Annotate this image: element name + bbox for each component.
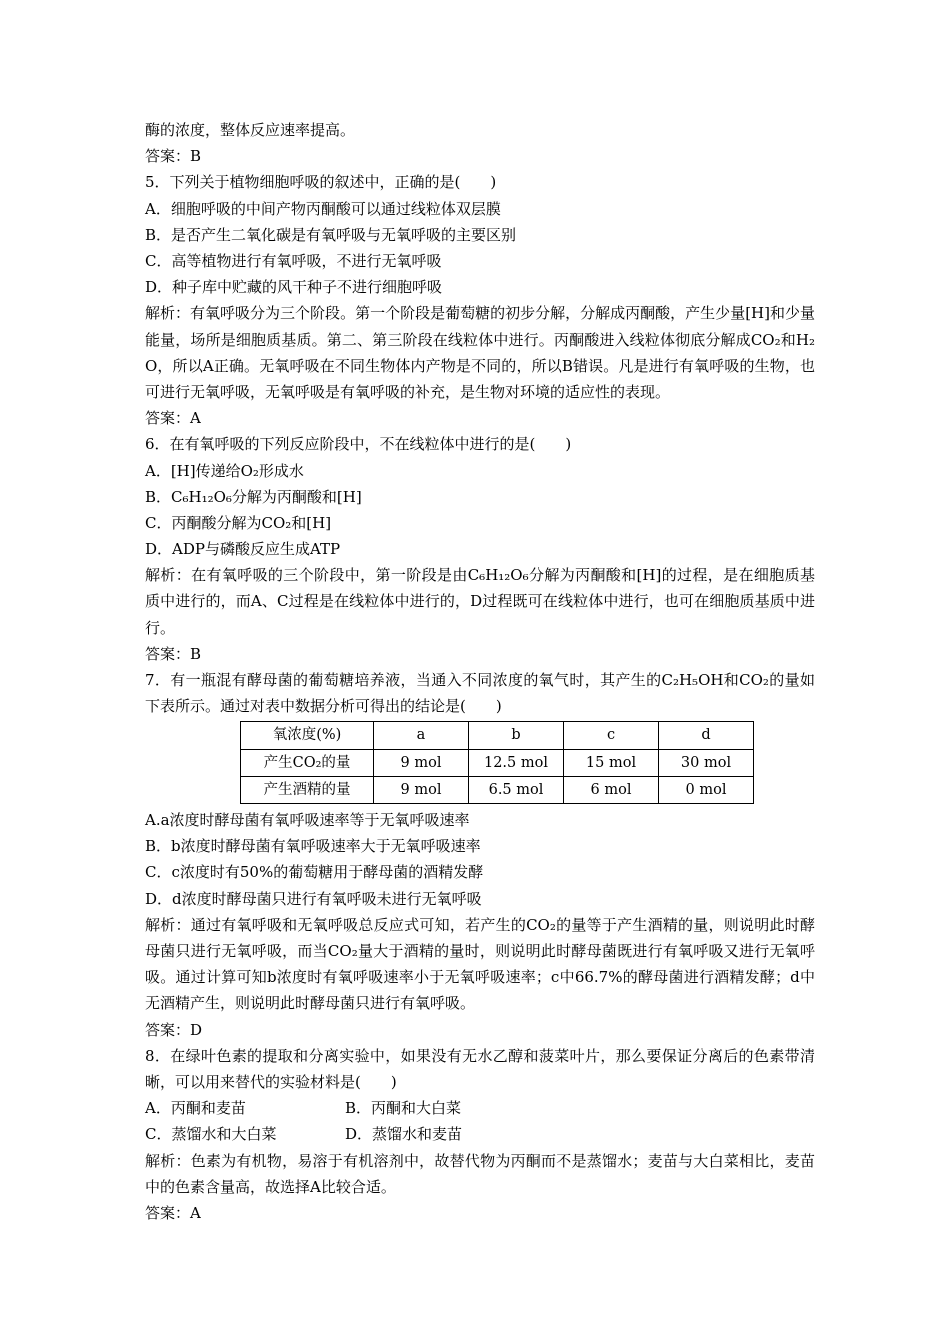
question-8-answer: 答案：A (145, 1204, 201, 1222)
table-cell: 9 mol (374, 776, 469, 803)
table-header-cell: 氧浓度(%) (241, 722, 374, 749)
table-header-row (241, 722, 754, 749)
data-table (240, 721, 754, 804)
question-5-option-a: A．细胞呼吸的中间产物丙酮酸可以通过线粒体双层膜 (145, 199, 501, 218)
table-header-cell: d (659, 722, 754, 749)
table-cell: 产生CO₂的量 (241, 749, 374, 776)
question-8-options-row (145, 1095, 815, 1121)
table-cell: 30 mol (659, 749, 754, 776)
table-cell: 12.5 mol (469, 749, 564, 776)
question-6-option-c: C．丙酮酸分解为CO₂和[H] (145, 513, 332, 532)
question-6-option-a: A．[H]传递给O₂形成水 (145, 461, 304, 480)
table-header-cell: b (469, 722, 564, 749)
question-8-option-d: D．蒸馏水和麦苗 (345, 1125, 463, 1144)
table-cell: 6.5 mol (469, 776, 564, 803)
question-5-stem: 5．下列关于植物细胞呼吸的叙述中，正确的是( ) (145, 173, 497, 192)
question-5-analysis: 解析：有氧呼吸分为三个阶段。第一个阶段是葡萄糖的初步分解，分解成丙酮酸，产生少量[H]和少量能量，场所是细胞质基质。第二、第三阶段在线粒体中进行。丙酮酸进入线粒体彻底分解成CO₂和H₂O，所以A正确。无氧呼吸在不同生物体内产物是不同的，所以B错误。凡是进行有氧呼吸的生物，也可进行无氧呼吸，无氧呼吸是有氧呼吸的补充，是生物对环境的适应性的表现。 (145, 304, 815, 401)
question-6-option-b: B．C₆H₁₂O₆分解为丙酮酸和[H] (145, 487, 362, 506)
document-body (145, 117, 815, 1226)
question-6-analysis: 解析：在有氧呼吸的三个阶段中，第一阶段是由C₆H₁₂O₆分解为丙酮酸和[H]的过程，是在细胞质基质中进行的，而A、C过程是在线粒体中进行的，D过程既可在线粒体中进行，也可在细胞质基质中进行。 (145, 566, 815, 637)
table-header-cell: a (374, 722, 469, 749)
table-cell: 15 mol (564, 749, 659, 776)
answer-line: 答案：B (145, 147, 202, 166)
question-8-analysis: 解析：色素为有机物，易溶于有机溶剂中，故替代物为丙酮而不是蒸馏水；麦苗与大白菜相比，麦苗中的色素含量高，故选择A比较合适。 (145, 1151, 815, 1196)
question-5-answer: 答案：A (145, 409, 201, 428)
table-header-cell: c (564, 722, 659, 749)
question-8-option-b: B．丙酮和大白菜 (345, 1099, 462, 1118)
question-5-option-c: C．高等植物进行有氧呼吸，不进行无氧呼吸 (145, 251, 442, 270)
question-7-stem: 7．有一瓶混有酵母菌的葡萄糖培养液，当通入不同浓度的氧气时，其产生的C₂H₅OH和CO₂的量如下表所示。通过对表中数据分析可得出的结论是( ) (145, 671, 815, 716)
question-6-answer: 答案：B (145, 644, 202, 663)
table-cell: 9 mol (374, 749, 469, 776)
question-5-option-b: B．是否产生二氧化碳是有氧呼吸与无氧呼吸的主要区别 (145, 225, 517, 244)
question-8-options-row (145, 1121, 815, 1147)
question-8-stem: 8．在绿叶色素的提取和分离实验中，如果没有无水乙醇和菠菜叶片，那么要保证分离后的色素带清晰，可以用来替代的实验材料是( ) (145, 1046, 815, 1092)
question-8-option-c: C．蒸馏水和大白菜 (145, 1125, 277, 1144)
question-8-option-a: A．丙酮和麦苗 (145, 1099, 246, 1118)
table-row (241, 776, 754, 803)
table-row (241, 749, 754, 776)
question-5-option-d: D．种子库中贮藏的风干种子不进行细胞呼吸 (145, 278, 443, 297)
question-7-option-d: D．d浓度时酵母菌只进行有氧呼吸未进行无氧呼吸 (145, 889, 482, 908)
table-cell: 6 mol (564, 776, 659, 803)
question-7-option-b: B．b浓度时酵母菌有氧呼吸速率大于无氧呼吸速率 (145, 837, 481, 856)
question-7-analysis: 解析：通过有氧呼吸和无氧呼吸总反应式可知，若产生的CO₂的量等于产生酒精的量，则说明此时酵母菌只进行无氧呼吸，而当CO₂量大于酒精的量时，则说明此时酵母菌既进行有氧呼吸又进行无氧呼吸。通过计算可知b浓度时有氧呼吸速率小于无氧呼吸速率；c中66.7%的酵母菌进行酒精发酵；d中无酒精产生，则说明此时酵母菌只进行有氧呼吸。 (145, 915, 815, 1013)
question-6-option-d: D．ADP与磷酸反应生成ATP (145, 540, 341, 559)
table-cell: 0 mol (659, 776, 754, 803)
question-6-stem: 6．在有氧呼吸的下列反应阶段中，不在线粒体中进行的是( ) (145, 435, 572, 454)
text-line: 酶的浓度，整体反应速率提高。 (145, 121, 356, 139)
question-7-option-c: C．c浓度时有50%的葡萄糖用于酵母菌的酒精发酵 (145, 863, 484, 882)
table-cell: 产生酒精的量 (241, 776, 374, 803)
question-7-answer: 答案：D (145, 1020, 203, 1039)
question-7-option-a: A.a浓度时酵母菌有氧呼吸速率等于无氧呼吸速率 (145, 811, 470, 830)
